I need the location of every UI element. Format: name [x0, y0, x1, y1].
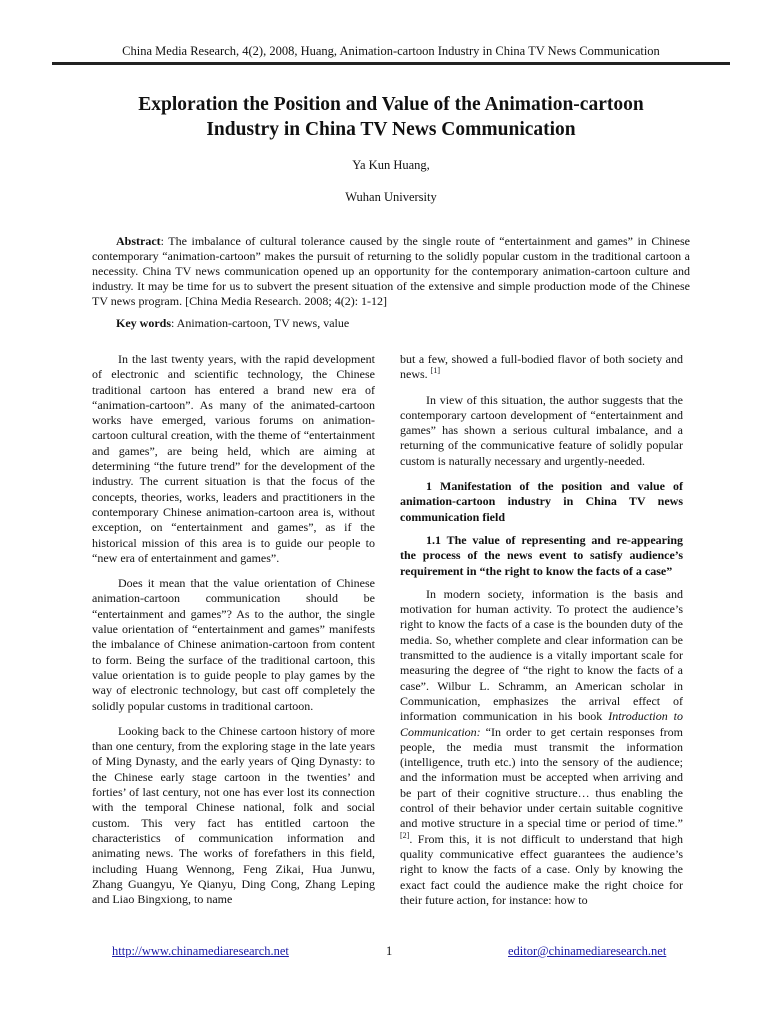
paragraph-text: In modern society, information is the basis and motivation for human activity. To protect the audience’s right to know the facts of a case is the bounden duty of the media. So, whether complete and clear information can be transmitted to the audience is a vitally important scale for measuring the degree of “the right to know the facts of a case”. Wilbur L. Schramm, an American scholar in Communication, emphasizes the arrival effect of information communication in his book — [400, 586, 683, 724]
body-paragraph — [400, 352, 683, 383]
footer-website-link[interactable]: http://www.chinamediaresearch.net — [112, 944, 289, 958]
body-paragraph — [400, 587, 683, 908]
body-paragraph: In view of this situation, the author suggests that the contemporary cartoon development of “entertainment and games” has shown a serious cultural imbalance, and a returning of the communicative feature of solidly popular custom is naturally necessary and urgently-needed. — [400, 392, 683, 468]
paper-title — [60, 92, 722, 142]
author-affiliation: Wuhan University — [345, 190, 437, 204]
book-title: Introduction to Communication: — [400, 709, 683, 739]
running-header: China Media Research, 4(2), 2008, Huang, Animation-cartoon Industry in China TV News Communication — [122, 44, 660, 58]
paragraph-text: “In order to get certain responses from people, the media must transmit the information (intelligence, truth etc.) into the sensory of the audience; and the information must be accepted when arriving and be part of their cognitive structure… thus enabling the control of their behavior under certain suitable cognitive and motive structure in a special time or period of time.” — [400, 724, 683, 831]
abstract-text: : The imbalance of cultural tolerance caused by the single route of “entertainment and games” in Chinese contemporary “animation-cartoon” makes the pursuit of returning to the solidly popular custom in the traditional cartoon a necessity. China TV news communication opened up an opportunity for the contemporary animation-cartoon culture and industry. It may be time for us to subvert the present situation of the extensive and simple production mode of the Chinese TV news program. [China Media Research. 2008; 4(2): 1-12] — [92, 234, 690, 308]
abstract — [92, 234, 690, 309]
subsection-heading: 1.1 The value of representing and re-appearing the process of the news event to satisfy audience’s requirement in “the right to know the facts of a case” — [400, 532, 683, 578]
page-footer — [0, 944, 782, 962]
footer-email-link[interactable]: editor@chinamediaresearch.net — [508, 944, 667, 958]
title-line-2: Industry in China TV News Communication — [206, 119, 576, 140]
section-heading: 1 Manifestation of the position and value of animation-cartoon industry in China TV news communication field — [400, 479, 683, 524]
left-column — [92, 352, 375, 917]
title-line-1: Exploration the Position and Value of the Animation-cartoon — [138, 94, 644, 115]
right-column — [400, 352, 683, 918]
citation-ref: [1] — [430, 366, 440, 376]
paragraph-text: but a few, showed a full-bodied flavor of both society and news. — [400, 352, 683, 382]
abstract-label: Abstract — [116, 234, 161, 248]
body-paragraph: Does it mean that the value orientation of Chinese animation-cartoon communication should be “entertainment and games”? As to the author, the single value orientation of “entertainment and games” manifests the imbalance of Chinese animation-cartoon from content to form. Being the surface of the traditional cartoon, this value orientation is to guide people to play games by the way of electronic technology, but cast off completely the solidly popular customs in traditional cartoon. — [92, 576, 375, 713]
body-paragraph: Looking back to the Chinese cartoon history of more than one century, from the exploring stage in the late years of Ming Dynasty, and the early years of Qing Dynasty: to the Chinese early stage cartoon in the twenties’ and forties’ of last century, not one has ever lost its connection with the temporal Chinese national, folk and social custom. This very fact has entitled cartoon the characteristics of communication information and animating news. The works of forefathers in this field, including Huang Wennong, Feng Zikai, Hua Junwu, Zhang Guangyu, Ye Qianyu, Ding Cong, Zhang Leping and Liao Bingxiong, to name — [92, 723, 375, 907]
author-name: Ya Kun Huang, — [352, 158, 430, 172]
page-number: 1 — [386, 944, 393, 958]
paragraph-text: . From this, it is not difficult to understand that high quality communicative effect guarantees the audience’s right to know the facts of a case. Only by knowing the exact fact could the audience make the right choice for their future action, for instance: how to — [400, 831, 683, 907]
keywords — [116, 316, 349, 331]
keywords-text: : Animation-cartoon, TV news, value — [171, 316, 350, 330]
keywords-label: Key words — [116, 316, 171, 330]
header-divider — [52, 62, 730, 65]
body-paragraph: In the last twenty years, with the rapid development of electronic and scientific technology, the Chinese traditional cartoon has entered a brand new era of “animation-cartoon”. As many of the animated-cartoon works have emerged, various forums on animation-cartoon cultural creation, with the theme of “entertainment and games”, are being held, which are aiming at determining “the future trend” for the development of the industry. The current situation is that the focus of the concepts, theories, works, leaders and practitioners in the contemporary Chinese animation-cartoon area is, without exception, on “entertainment and games”, as if the historical mission of this area is to guide our people to “new era of entertainment and games”. — [92, 352, 375, 565]
citation-ref: [2] — [400, 830, 410, 840]
